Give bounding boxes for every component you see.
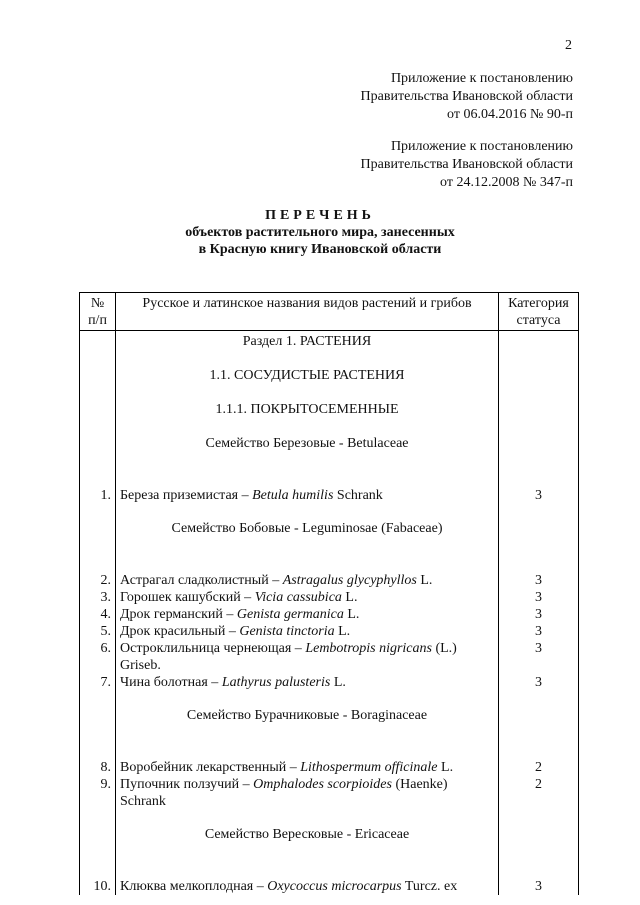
appendix-line: от 24.12.2008 № 347-п	[440, 175, 573, 190]
table-row	[80, 741, 579, 776]
species-name	[116, 741, 499, 776]
species-name	[116, 469, 499, 504]
header-name: Русское и латинское названия видов растений и грибов	[116, 293, 499, 331]
species-author: L.	[416, 573, 433, 588]
header-text: п/п	[88, 313, 107, 328]
status-category: 3	[499, 860, 579, 895]
title-line: объектов растительного мира, занесенных	[185, 225, 455, 240]
table-header-row	[80, 293, 579, 331]
empty-cell	[499, 691, 579, 741]
status-category: 2	[499, 741, 579, 776]
empty-cell	[80, 810, 116, 860]
appendix-line: Правительства Ивановской области	[360, 89, 573, 104]
title-heading: ПЕРЕЧЕНЬ	[265, 208, 375, 223]
empty-cell	[499, 331, 579, 351]
header-category	[499, 293, 579, 331]
species-latin-name: Betula humilis	[252, 488, 334, 503]
species-russian-name: Дрок красильный –	[120, 624, 240, 639]
appendix-line: от 06.04.2016 № 90-п	[447, 107, 573, 122]
family-title-row	[80, 810, 579, 860]
table-row	[80, 674, 579, 691]
section-title-row	[80, 331, 579, 351]
species-name	[116, 776, 499, 810]
table-row	[80, 589, 579, 606]
appendix-note-2016	[361, 70, 573, 124]
document-title	[0, 207, 640, 258]
family-title-row	[80, 691, 579, 741]
family-title: Семейство Бобовые - Leguminosae (Fabaceae)	[116, 504, 499, 554]
status-category: 3	[499, 469, 579, 504]
status-category: 2	[499, 776, 579, 810]
appendix-line: Приложение к постановлению	[390, 71, 573, 86]
species-latin-name: Lathyrus palusteris	[221, 675, 331, 690]
row-number: 6.	[80, 640, 116, 674]
species-name	[116, 606, 499, 623]
row-number: 8.	[80, 741, 116, 776]
species-table	[79, 292, 579, 895]
species-latin-name: Oxycoccus microcarpus	[267, 879, 402, 894]
row-number: 1.	[80, 469, 116, 504]
header-text: Категория	[508, 296, 569, 311]
empty-cell	[499, 504, 579, 554]
table-row	[80, 623, 579, 640]
header-text: статуса	[516, 313, 561, 328]
species-author: L.	[341, 590, 358, 605]
species-author: L.	[343, 607, 360, 622]
species-latin-name: Vicia cassubica	[254, 590, 342, 605]
empty-cell	[499, 810, 579, 860]
empty-cell	[499, 350, 579, 384]
species-name	[116, 860, 499, 895]
family-title-row	[80, 504, 579, 554]
empty-cell	[80, 504, 116, 554]
appendix-line: Правительства Ивановской области	[360, 157, 573, 172]
table-row	[80, 469, 579, 504]
species-author: L.	[330, 675, 346, 690]
status-category: 3	[499, 589, 579, 606]
table-body	[80, 331, 579, 896]
species-name	[116, 589, 499, 606]
species-name	[116, 640, 499, 674]
table-row	[80, 554, 579, 589]
empty-cell	[80, 691, 116, 741]
subsection-title: 1.1. СОСУДИСТЫЕ РАСТЕНИЯ	[116, 350, 499, 384]
species-russian-name: Береза приземистая –	[120, 488, 253, 503]
species-russian-name: Пупочник ползучий –	[120, 777, 254, 792]
row-number: 3.	[80, 589, 116, 606]
species-latin-name: Lembotropis nigricans	[305, 641, 432, 656]
row-number: 7.	[80, 674, 116, 691]
species-russian-name: Астрагал сладколистный –	[120, 573, 283, 588]
species-russian-name: Воробейник лекарственный –	[120, 760, 301, 775]
species-author: (Haenke) Schrank	[120, 777, 448, 809]
appendix-note-2008	[361, 138, 573, 192]
row-number: 10.	[80, 860, 116, 895]
status-category: 3	[499, 606, 579, 623]
species-author: Schrank	[333, 488, 383, 503]
family-title: Семейство Вересковые - Ericaceae	[116, 810, 499, 860]
table-row	[80, 640, 579, 674]
appendix-line: Приложение к постановлению	[390, 139, 573, 154]
subsubsection-title-row	[80, 384, 579, 418]
table-row	[80, 776, 579, 810]
species-author: (L.) Griseb.	[120, 641, 457, 673]
empty-cell	[80, 350, 116, 384]
row-number: 2.	[80, 554, 116, 589]
subsection-title-row	[80, 350, 579, 384]
species-russian-name: Клюква мелкоплодная –	[120, 879, 268, 894]
header-number	[80, 293, 116, 331]
family-title-row	[80, 418, 579, 469]
empty-cell	[499, 418, 579, 469]
section-title: Раздел 1. РАСТЕНИЯ	[116, 331, 499, 351]
empty-cell	[80, 418, 116, 469]
species-latin-name: Omphalodes scorpioides	[253, 777, 392, 792]
species-russian-name: Остроклильница чернеющая –	[120, 641, 306, 656]
species-latin-name: Lithospermum officinale	[300, 760, 438, 775]
species-name	[116, 623, 499, 640]
species-russian-name: Чина болотная –	[120, 675, 222, 690]
title-line: в Красную книгу Ивановской области	[198, 242, 442, 257]
status-category: 3	[499, 674, 579, 691]
species-name	[116, 554, 499, 589]
subsubsection-title: 1.1.1. ПОКРЫТОСЕМЕННЫЕ	[116, 384, 499, 418]
header-text: №	[90, 296, 105, 311]
species-author: Turcz. ex	[401, 879, 458, 894]
species-russian-name: Дрок германский –	[120, 607, 237, 622]
species-author: L.	[437, 760, 454, 775]
empty-cell	[499, 384, 579, 418]
status-category: 3	[499, 554, 579, 589]
row-number: 9.	[80, 776, 116, 810]
species-author: L.	[334, 624, 351, 639]
species-name	[116, 674, 499, 691]
page-number: 2	[565, 38, 572, 53]
family-title: Семейство Березовые - Betulaceae	[116, 418, 499, 469]
empty-cell	[80, 331, 116, 351]
species-russian-name: Горошек кашубский –	[120, 590, 255, 605]
table-row	[80, 606, 579, 623]
species-latin-name: Genista germanica	[236, 607, 344, 622]
species-latin-name: Astragalus glycyphyllos	[282, 573, 417, 588]
row-number: 5.	[80, 623, 116, 640]
status-category: 3	[499, 640, 579, 674]
row-number: 4.	[80, 606, 116, 623]
empty-cell	[80, 384, 116, 418]
status-category: 3	[499, 623, 579, 640]
species-latin-name: Genista tinctoria	[239, 624, 335, 639]
family-title: Семейство Бурачниковые - Boraginaceae	[116, 691, 499, 741]
table-row	[80, 860, 579, 895]
